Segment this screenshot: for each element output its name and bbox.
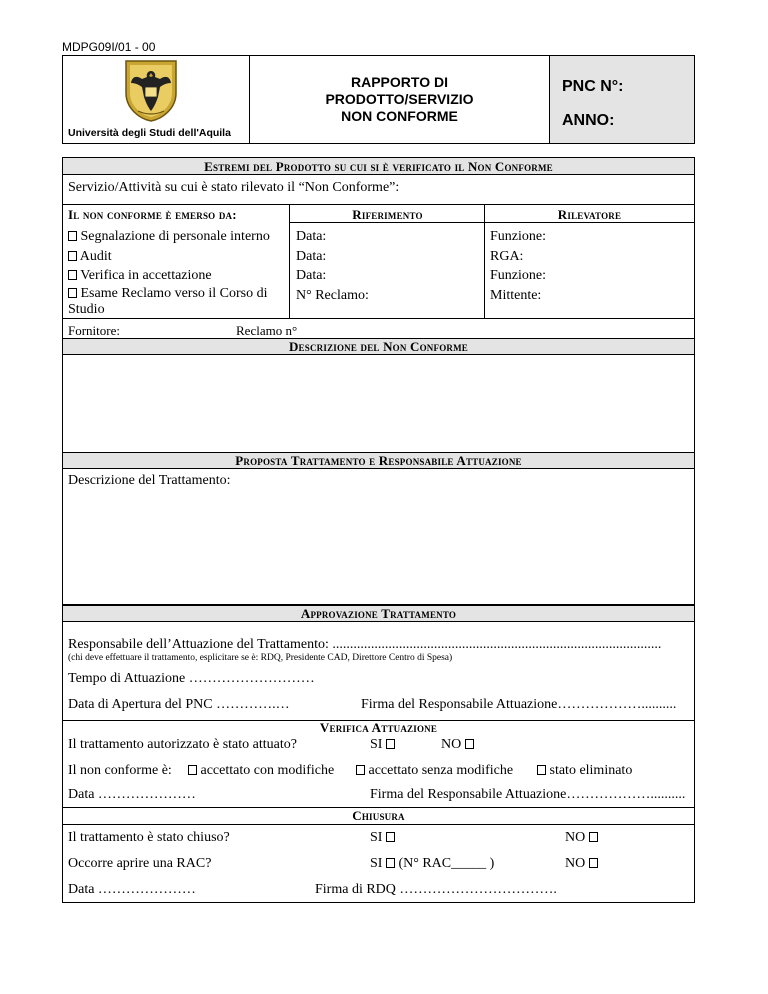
verifica-data-field[interactable]: Data ………………… — [68, 787, 196, 802]
verifica-si-option[interactable]: SI — [370, 737, 395, 753]
origin-option-reclamo[interactable]: Esame Reclamo verso il Corso di Studio — [68, 285, 268, 317]
doc-code: MDPG09I/01 - 00 — [62, 40, 156, 54]
firma-responsabile-field[interactable]: Firma del Responsabile Attuazione……………….......... — [361, 697, 677, 712]
checkbox-icon[interactable] — [465, 739, 474, 749]
checkbox-icon[interactable] — [356, 765, 365, 775]
anno-label: ANNO: — [562, 112, 615, 129]
nc-option-senza-modifiche[interactable]: accettato senza modifiche — [356, 763, 513, 779]
section-approvazione-heading: Approvazione Trattamento — [300, 606, 457, 621]
col-origin-heading: Il non conforme è emerso da: — [68, 207, 237, 222]
ref-field[interactable]: Data: — [296, 248, 327, 264]
checkbox-icon[interactable] — [68, 231, 77, 241]
checkbox-icon[interactable] — [386, 739, 395, 749]
verifica-firma-field[interactable]: Firma del Responsabile Attuazione……………….......... — [370, 787, 686, 802]
checkbox-icon[interactable] — [589, 858, 598, 868]
origin-option-audit[interactable]: Audit — [68, 247, 283, 267]
chiusura-no-option[interactable]: NO — [565, 830, 598, 846]
responsabile-field[interactable]: Responsabile dell’Attuazione del Trattamento: .............................................................................................. — [68, 637, 662, 652]
rilevatore-field[interactable]: Funzione: — [490, 229, 546, 244]
rilevatore-field[interactable]: Mittente: — [490, 287, 542, 303]
section-verifica-heading: Verifica Attuazione — [319, 720, 438, 735]
ref-field[interactable]: Data: — [296, 229, 327, 244]
tempo-attuazione-field[interactable]: Tempo di Attuazione ……………………… — [68, 671, 315, 686]
rac-number-field[interactable]: (N° RAC_____ ) — [398, 856, 495, 871]
origin-list — [68, 227, 283, 318]
chiusura-question: Il trattamento è stato chiuso? — [68, 830, 230, 845]
rac-si-option[interactable]: SI (N° RAC_____ ) — [370, 856, 495, 871]
checkbox-icon[interactable] — [386, 858, 395, 868]
chiusura-data-field[interactable]: Data ………………… — [68, 882, 196, 897]
rac-no-option[interactable]: NO — [565, 856, 598, 872]
checkbox-icon[interactable] — [188, 765, 197, 775]
nc-status-label: Il non conforme è: — [68, 763, 172, 778]
section-descrizione-heading: Descrizione del Non Conforme — [288, 339, 469, 354]
nc-option-eliminato[interactable]: stato eliminato — [537, 763, 632, 779]
origin-option-personale[interactable]: Segnalazione di personale interno — [68, 227, 283, 247]
chiusura-si-option[interactable]: SI — [370, 830, 395, 846]
rac-question: Occorre aprire una RAC? — [68, 856, 212, 871]
ref-field[interactable]: N° Reclamo: — [296, 287, 369, 303]
title-line-1: RAPPORTO DI — [351, 74, 448, 90]
rilevatore-list — [490, 227, 546, 305]
origin-option-verifica[interactable]: Verifica in accettazione — [68, 266, 283, 286]
nc-option-con-modifiche[interactable]: accettato con modifiche — [188, 763, 334, 779]
ref-field[interactable]: Data: — [296, 268, 327, 283]
fornitore-field[interactable]: Fornitore: — [68, 323, 120, 338]
checkbox-icon[interactable] — [386, 832, 395, 842]
form-title — [250, 74, 549, 125]
data-apertura-field[interactable]: Data di Apertura del PNC ………….… — [68, 697, 290, 712]
trattamento-textarea[interactable] — [63, 492, 694, 602]
firma-rdq-field[interactable]: Firma di RDQ ……………………………. — [315, 882, 557, 897]
trattamento-description-label: Descrizione del Trattamento: — [68, 473, 231, 488]
checkbox-icon[interactable] — [68, 270, 77, 280]
rilevatore-field[interactable]: Funzione: — [490, 268, 546, 283]
checkbox-icon[interactable] — [537, 765, 546, 775]
responsabile-note: (chi deve effettuare il trattamento, esplicitare se è: RDQ, Presidente CAD, Direttore Centro di Spesa) — [68, 653, 453, 663]
section-chiusura-heading: Chiusura — [352, 808, 405, 823]
verifica-no-option[interactable]: NO — [441, 737, 474, 753]
section-proposta-heading: Proposta Trattamento e Responsabile Attuazione — [235, 453, 522, 468]
title-line-2: PRODOTTO/SERVIZIO — [325, 91, 474, 107]
verifica-question: Il trattamento autorizzato è stato attuato? — [68, 737, 297, 752]
riferimento-list — [296, 227, 369, 305]
servizio-label: Servizio/Attività su cui è stato rilevato il “Non Conforme”: — [68, 180, 400, 195]
title-line-3: NON CONFORME — [341, 108, 458, 124]
col-riferimento-heading: Riferimento — [352, 207, 423, 222]
col-rilevatore-heading: Rilevatore — [557, 207, 622, 222]
checkbox-icon[interactable] — [68, 288, 77, 298]
university-logo — [118, 57, 184, 123]
rilevatore-field[interactable]: RGA: — [490, 248, 524, 264]
section-estremi-heading: Estremi del Prodotto su cui si è verificato il Non Conforme — [204, 159, 553, 174]
university-name: Università degli Studi dell'Aquila — [68, 127, 231, 139]
checkbox-icon[interactable] — [68, 251, 77, 261]
reclamo-number-field[interactable]: Reclamo n° — [236, 323, 298, 338]
pnc-number-label: PNC N°: — [562, 78, 624, 95]
checkbox-icon[interactable] — [589, 832, 598, 842]
descrizione-textarea[interactable] — [63, 355, 694, 451]
